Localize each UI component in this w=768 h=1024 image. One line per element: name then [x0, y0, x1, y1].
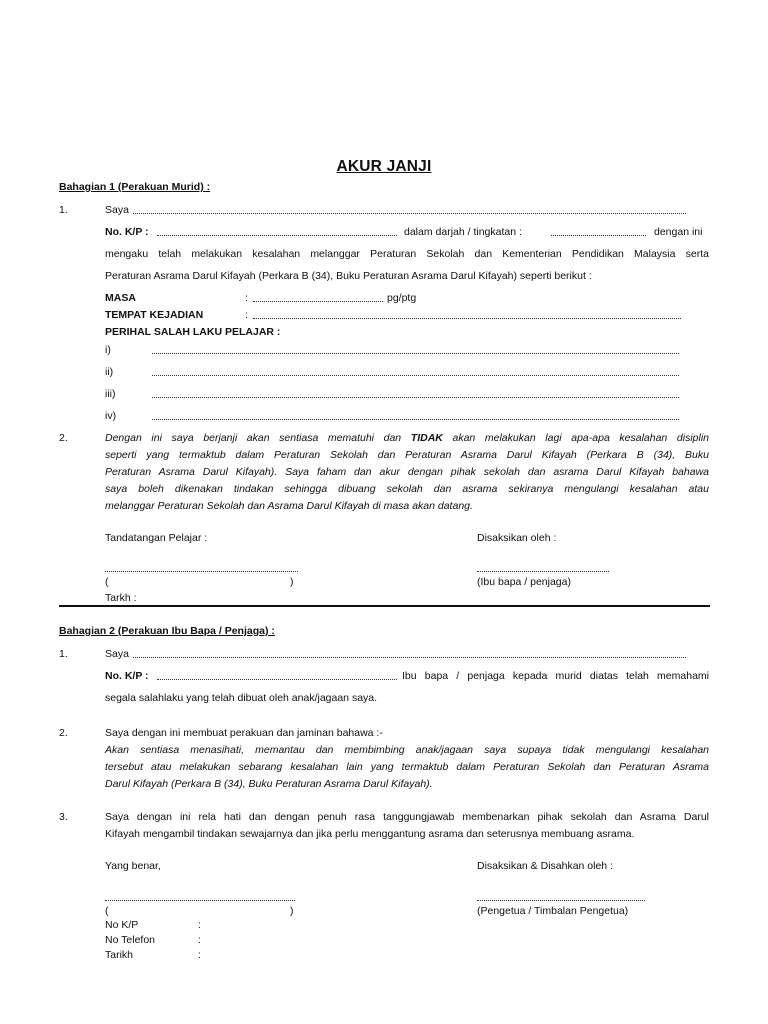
witness-signature-line[interactable]: [477, 561, 609, 572]
perihal-blank-line[interactable]: [152, 409, 679, 420]
roman-item-label: iii): [105, 388, 116, 400]
roman-item-label: ii): [105, 366, 114, 378]
saya-label: Saya: [105, 204, 129, 216]
item-number: 1.: [59, 648, 68, 660]
tempat-label: TEMPAT KEJADIAN: [105, 309, 204, 321]
pledge-text: Dengan ini saya berjanji akan sentiasa mematuhi dan: [105, 432, 402, 444]
masa-label: MASA: [105, 292, 136, 304]
guarantee-line: tersebut atau melakukan sebarang kesalahan lain yang termaktub dalam Peraturan Sekolah dan Peraturan Asrama: [105, 761, 709, 773]
witness-role: (Pengetua / Timbalan Pengetua): [477, 905, 629, 917]
witness-label: Disaksikan oleh :: [477, 532, 557, 544]
date-label: Tarikh: [105, 949, 134, 961]
phone-label: No Telefon: [105, 934, 156, 946]
kp-label: No. K/P :: [105, 670, 149, 682]
pledge-emphasis: TIDAK: [410, 432, 443, 444]
student-signature-label: Tandatangan Pelajar :: [105, 532, 208, 544]
kp-blank-line[interactable]: [157, 225, 397, 236]
body-line: Ibu bapa / penjaga kepada murid diatas telah memahami: [402, 670, 709, 682]
body-line: Peraturan Asrama Darul Kifayah (Perkara B (34), Buku Peraturan Asrama Darul Kifayah) seperti berikut :: [105, 270, 592, 282]
saya-label: Saya: [105, 648, 129, 660]
pledge-line: melanggar Peraturan Sekolah dan Asrama Darul Kifayah di masa akan datang.: [105, 500, 473, 512]
paren-open: (: [105, 576, 109, 588]
parent-signature-line[interactable]: [105, 890, 295, 901]
class-blank-line[interactable]: [551, 225, 646, 236]
masa-suffix: pg/ptg: [387, 292, 417, 304]
roman-item-label: iv): [105, 410, 117, 422]
body-line: mengaku telah melakukan kesalahan melanggar Peraturan Sekolah dan Kementerian Pendidikan Malaysia serta: [105, 248, 709, 260]
perihal-blank-line[interactable]: [152, 343, 679, 354]
class-label: dalam darjah / tingkatan :: [404, 226, 522, 238]
guarantee-line: Akan sentiasa menasihati, memantau dan membimbing anak/jagaan saya supaya tidak mengulangi kesalahan: [105, 744, 709, 756]
section-2-heading: Bahagian 2 (Perakuan Ibu Bapa / Penjaga) :: [59, 625, 275, 637]
section-1-heading: Bahagian 1 (Perakuan Murid) :: [59, 181, 211, 193]
parent-kp-blank-line[interactable]: [157, 669, 397, 680]
date-label: Tarkh :: [105, 592, 137, 604]
student-signature-line[interactable]: [105, 561, 298, 572]
paren-open: (: [105, 905, 109, 917]
body-line: Saya dengan ini rela hati dan dengan penuh rasa tanggungjawab membenarkan pihak sekolah dan Asrama Darul: [105, 811, 709, 823]
paren-close: ): [290, 905, 294, 917]
guarantee-line: Darul Kifayah (Perkara B (34), Buku Peraturan Asrama Darul Kifayah).: [105, 778, 433, 790]
section-divider: [59, 605, 710, 607]
tempat-blank-line[interactable]: [253, 308, 681, 319]
field-colon: :: [198, 949, 201, 961]
roman-item-label: i): [105, 344, 111, 356]
principal-signature-line[interactable]: [477, 890, 645, 901]
tempat-colon: :: [245, 309, 248, 321]
dengan-ini-text: dengan ini: [654, 226, 703, 238]
pledge-line: [105, 432, 709, 444]
perihal-blank-line[interactable]: [152, 387, 679, 398]
item-number: 3.: [59, 811, 68, 823]
body-line: Saya dengan ini membuat perakuan dan jaminan bahawa :-: [105, 727, 383, 739]
paren-close: ): [290, 576, 294, 588]
pledge-line: seperti yang termaktub dalam Peraturan Sekolah dan Peraturan Asrama Darul Kifayah (Perkara B (34), Buku: [105, 449, 709, 461]
pledge-line: saya boleh dikenakan tindakan sehingga dibuang sekolah dan asrama sekiranya mengulangi kesalahan atau: [105, 483, 709, 495]
body-line: segala salahlaku yang telah dibuat oleh anak/jagaan saya.: [105, 692, 378, 704]
pledge-text: akan melakukan lagi apa-apa kesalahan disiplin: [452, 432, 709, 444]
masa-blank-line[interactable]: [253, 291, 383, 302]
field-colon: :: [198, 919, 201, 931]
yang-benar-label: Yang benar,: [105, 860, 161, 872]
field-colon: :: [198, 934, 201, 946]
body-line: Kifayah mengambil tindakan sewajarnya dan jika perlu menggantung asrama dan seterusnya membuang asrama.: [105, 828, 635, 840]
item-number: 2.: [59, 727, 68, 739]
parent-kp-label: No K/P: [105, 919, 139, 931]
kp-label: No. K/P :: [105, 226, 149, 238]
item-number: 1.: [59, 204, 68, 216]
parent-name-blank-line[interactable]: [133, 647, 686, 658]
pledge-line: Peraturan Asrama Darul Kifayah). Saya faham dan akur dengan pihak sekolah dan asrama Darul Kifayah bahawa: [105, 466, 709, 478]
name-blank-line[interactable]: [133, 203, 686, 214]
witness-role: (Ibu bapa / penjaga): [477, 576, 571, 588]
masa-colon: :: [245, 292, 248, 304]
perihal-label: PERIHAL SALAH LAKU PELAJAR :: [105, 326, 281, 338]
witness-endorse-label: Disaksikan & Disahkan oleh :: [477, 860, 613, 872]
item-number: 2.: [59, 432, 68, 444]
document-title: AKUR JANJI: [336, 158, 432, 175]
perihal-blank-line[interactable]: [152, 365, 679, 376]
